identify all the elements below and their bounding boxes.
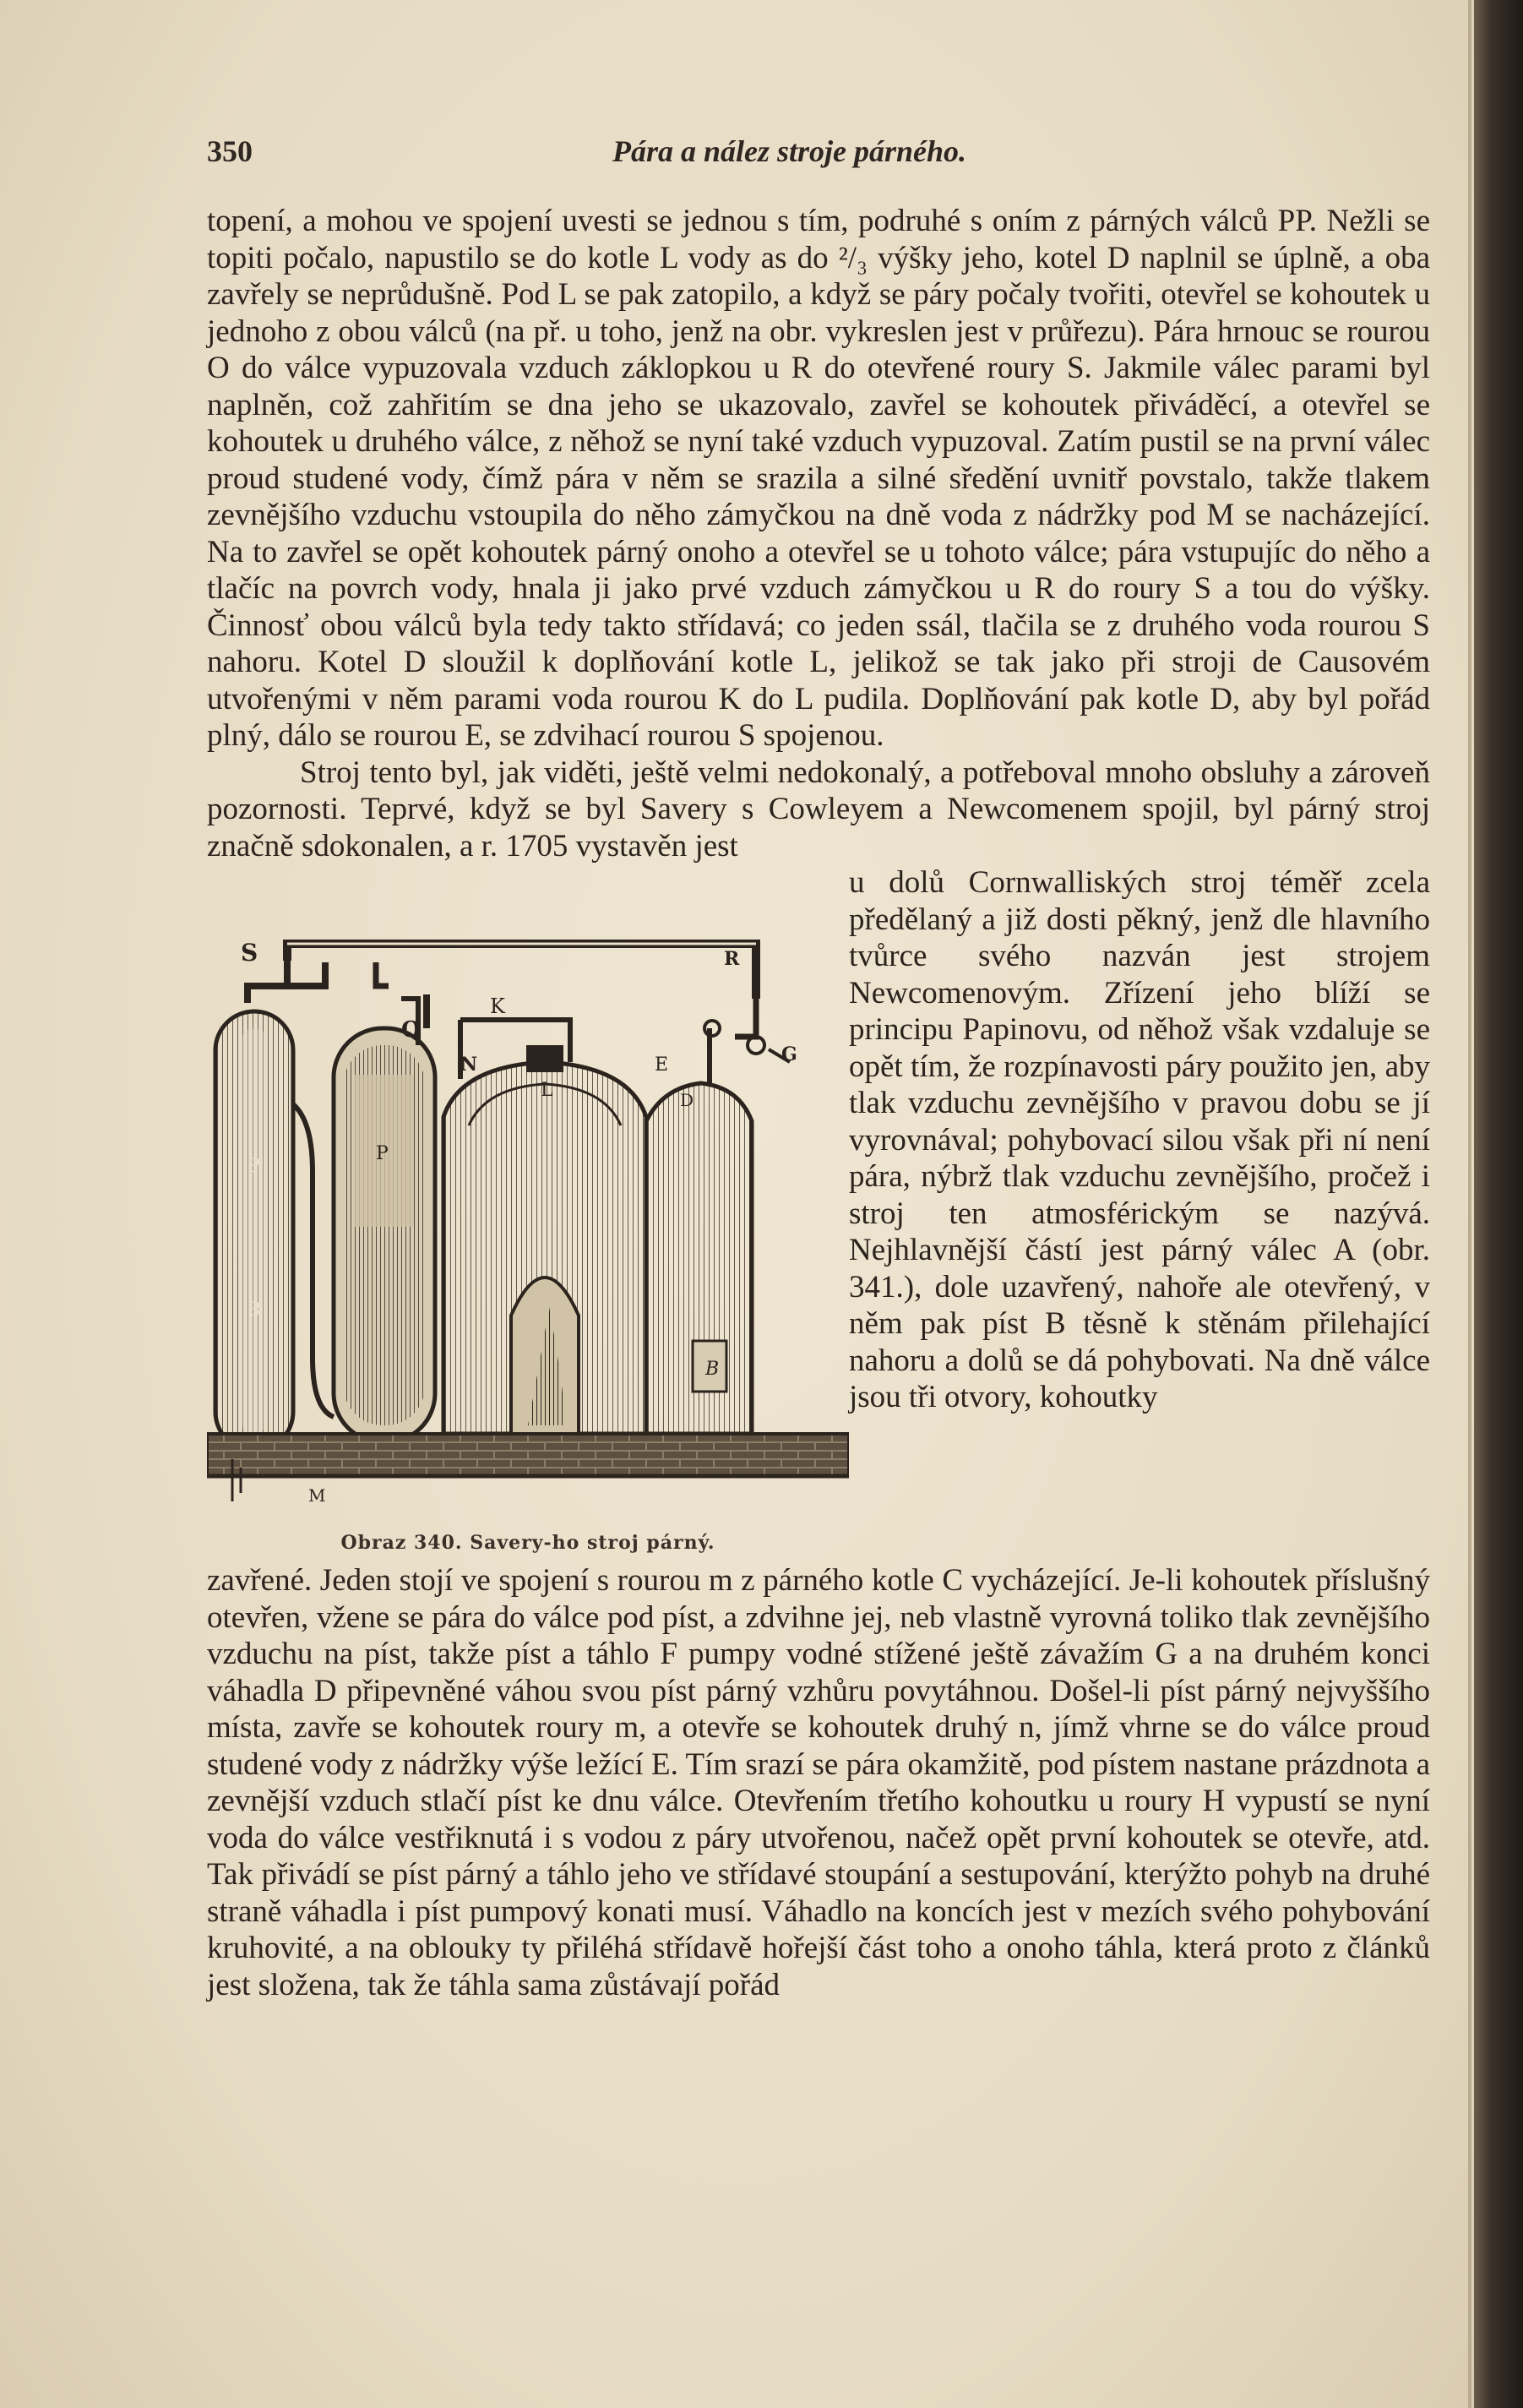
label-P-left: P: [247, 1156, 260, 1177]
label-D: D: [680, 1090, 694, 1110]
label-K: K: [490, 994, 505, 1018]
label-R-lower: R: [247, 1299, 262, 1321]
paragraph-2-wrap: u dolů Cornwalliských stroj téměř zcela předělaný a již dosti pěkný, jenž dle hlavního tvůrce svého nazván jest strojem Newcomenovým. Zřízení jeho blíží se principu Papinovu, od něhož však vzdaluje se opět tím, že rozpínavosti páry použito jen, aby tlak vzduchu zevnějšího v pravou dobu se jí vyrovnával; pohybovací silou však při ní není pára, nýbrž tlak vzduchu zevnějšího, pročež i stroj ten atmosférickým se nazývá. Nejhlavnější částí jest párný válec A (obr. 341.), dole uzavřený, nahoře ale otevřený, v něm pak píst B těsně k stěnám přilehající nahoru a dolů se dá pohybovati. Na dně válce jsou tři otvory, kohoutky: [849, 865, 1430, 1414]
paragraph-2-start: Stroj tento byl, jak viděti, ještě velmi nedokonalý, a potřeboval mnoho obsluhy a zároveň pozornosti. Teprvé, když se byl Savery s Cowleyem a Newcomenem spojil, byl párný stroj značně sdokonalen, a r. 1705 vystavěn jest: [207, 755, 1430, 864]
label-L: L: [541, 1080, 553, 1101]
body-text: [207, 203, 1430, 2003]
label-R: R: [724, 948, 740, 970]
page-fold-line: [1468, 0, 1471, 2408]
label-S: S: [241, 939, 258, 967]
running-title: Pára a nález stroje párného.: [612, 134, 967, 168]
label-M: M: [308, 1485, 326, 1506]
savery-engine-illustration: [207, 918, 849, 1510]
label-O: O: [401, 1017, 421, 1043]
label-P-right: P: [376, 1143, 389, 1164]
figure-savery-engine: [207, 918, 849, 1562]
label-G: G: [781, 1043, 797, 1065]
page-number: 350: [207, 134, 253, 168]
figure-caption: Obraz 340. Savery-ho stroj párný.: [340, 1532, 715, 1554]
label-B: B: [705, 1359, 720, 1380]
paragraph-2-end: zavřené. Jeden stojí ve spojení s rourou m z párného kotle C vycházející. Je-li kohoutek příslušný otevřen, vžene se pára do válce pod píst, a zdvihne jej, neb vlastně vyrovná toliko tlak zevnějšího vzduchu na píst, takže píst a táhlo F pumpy vodné stížené ještě závažím G a na druhém konci váhadla D připevněné váhou svou píst párný vzhůru povytáhnou. Došel-li píst párný nejvyššího místa, zavře se kohoutek roury m, a otevře se kohoutek druhý n, jímž vhrne se do válce proud studené vody z nádržky výše ležící E. Tím srazí se pára okamžitě, pod pístem nastane prázdnota a zevnější vzduch stlačí píst ke dnu válce. Otevřením třetího kohoutku u roury H vypustí se nyní voda do válce vestřiknutá i s vodou z páry utvořenou, načež opět první kohoutek se otevře, atd. Tak přivádí se píst párný a táhlo jeho ve střídavé stoupání a sestupování, kterýžto pohyb na druhé straně váhadla i píst pumpový konati musí. Váhadlo na koncích jest v mezích svého pohybování kruhovité, a na oblouky ty přiléhá střídavě hořejší část toho a onoho táhla, která proto z článků jest složena, tak že táhla sama zůstávají pořád: [207, 1563, 1430, 2002]
label-E: E: [655, 1054, 669, 1076]
paragraph-1: topení, a mohou ve spojení uvesti se jednou s tím, podruhé s oním z párných válců PP. Nežli se topiti počalo, napustilo se do kotle L vody as do ²/₃ výšky jeho, kotel D naplnil se úplně, a oba zavřely se neprůdušně. Pod L se pak zatopilo, a když se páry počaly tvořiti, otevřel se kohoutek u jednoho z obou válců (na př. u toho, jenž na obr. vykreslen jest v průřezu). Pára hrnouc se rourou O do válce vypuzovala vzduch záklopkou u R do otevřené roury S. Jakmile válec parami byl naplněn, což zahřitím se dna jeho se ukazovalo, zavřel se kohoutek přiváděcí, a otevřel se kohoutek u druhého válce, z něhož se nyní také vzduch vypuzoval. Zatím pustil se na první válec proud studené vody, čímž pára v něm se srazila a silné sředění uvnitř povstalo, takže tlakem zevnějšího vzduchu vstoupila do něho zámyčkou na dně voda z nádržky pod M se nacházející. Na to zavřel se opět kohoutek párný onoho a otevřel se u tohoto válce; pára vstupujíc do něho a tlačíc na povrch vody, hnala ji jako prvé vzduch zámyčkou u R do roury S a tou do výšky. Činnosť obou válců byla tedy takto střídavá; co jeden ssál, tlačila se z druhého voda rourou S nahoru. Kotel D sloužil k doplňování kotle L, jelikož se tak jako při stroji de Causovém utvořenými v něm parami voda rourou K do L pudila. Doplňování pak kotle D, aby byl pořád plný, dálo se rourou E, se zdvihací rourou S spojenou.: [207, 204, 1430, 753]
running-head: [207, 127, 1432, 177]
label-N: N: [460, 1054, 478, 1076]
book-edge-shadow: [1474, 0, 1523, 2408]
